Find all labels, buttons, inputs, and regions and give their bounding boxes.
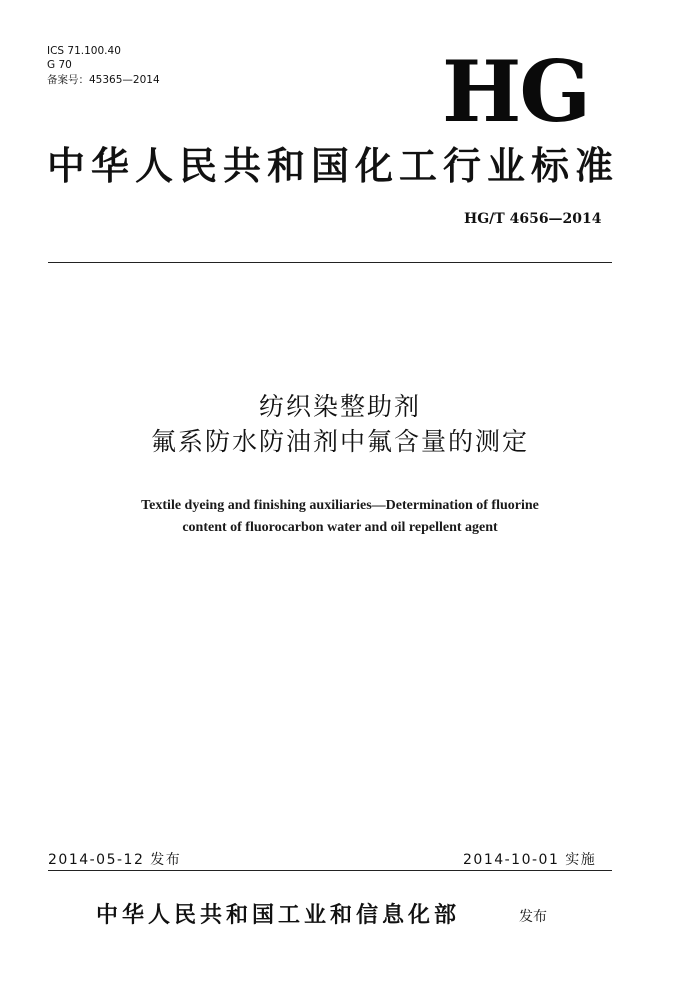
standard-number: HG/T 4656—2014 bbox=[464, 211, 602, 227]
record-number: 备案号：45365—2014 bbox=[47, 74, 160, 86]
footer-divider bbox=[48, 870, 612, 871]
implementation-date: 2014-10-01 实施 bbox=[463, 852, 597, 868]
issue-date: 2014-05-12 发布 bbox=[48, 852, 182, 868]
document-title-cn-line2: 氟系防水防油剂中氟含量的测定 bbox=[150, 427, 529, 456]
issuing-authority: 中华人民共和国工业和信息化部 bbox=[96, 902, 461, 928]
document-title-en-line2: content of fluorocarbon water and oil repellent agent bbox=[182, 520, 498, 535]
header-divider bbox=[48, 262, 612, 263]
ccs-code: G 70 bbox=[47, 59, 72, 71]
standard-title: 中华人民共和国化工行业标准 bbox=[47, 143, 620, 188]
document-title-cn-line1: 纺织染整助剂 bbox=[258, 392, 421, 421]
issue-label: 发布 bbox=[519, 909, 547, 925]
hg-logo: HG bbox=[442, 42, 590, 141]
ics-code: ICS 71.100.40 bbox=[47, 45, 121, 57]
document-title-en-line1: Textile dyeing and finishing auxiliaries—Determination of fluorine bbox=[141, 498, 539, 513]
